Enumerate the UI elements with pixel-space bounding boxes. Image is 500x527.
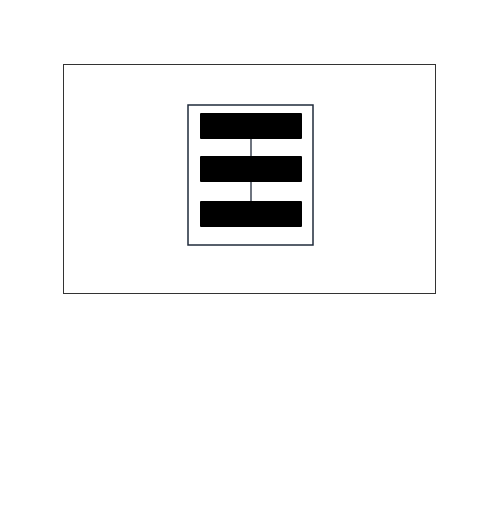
layer-optimizer [200,201,302,227]
layer-parser [200,156,302,182]
mysql-architecture-diagram [64,65,437,295]
layer-connection-thread [200,113,302,139]
figure-frame [63,64,436,294]
